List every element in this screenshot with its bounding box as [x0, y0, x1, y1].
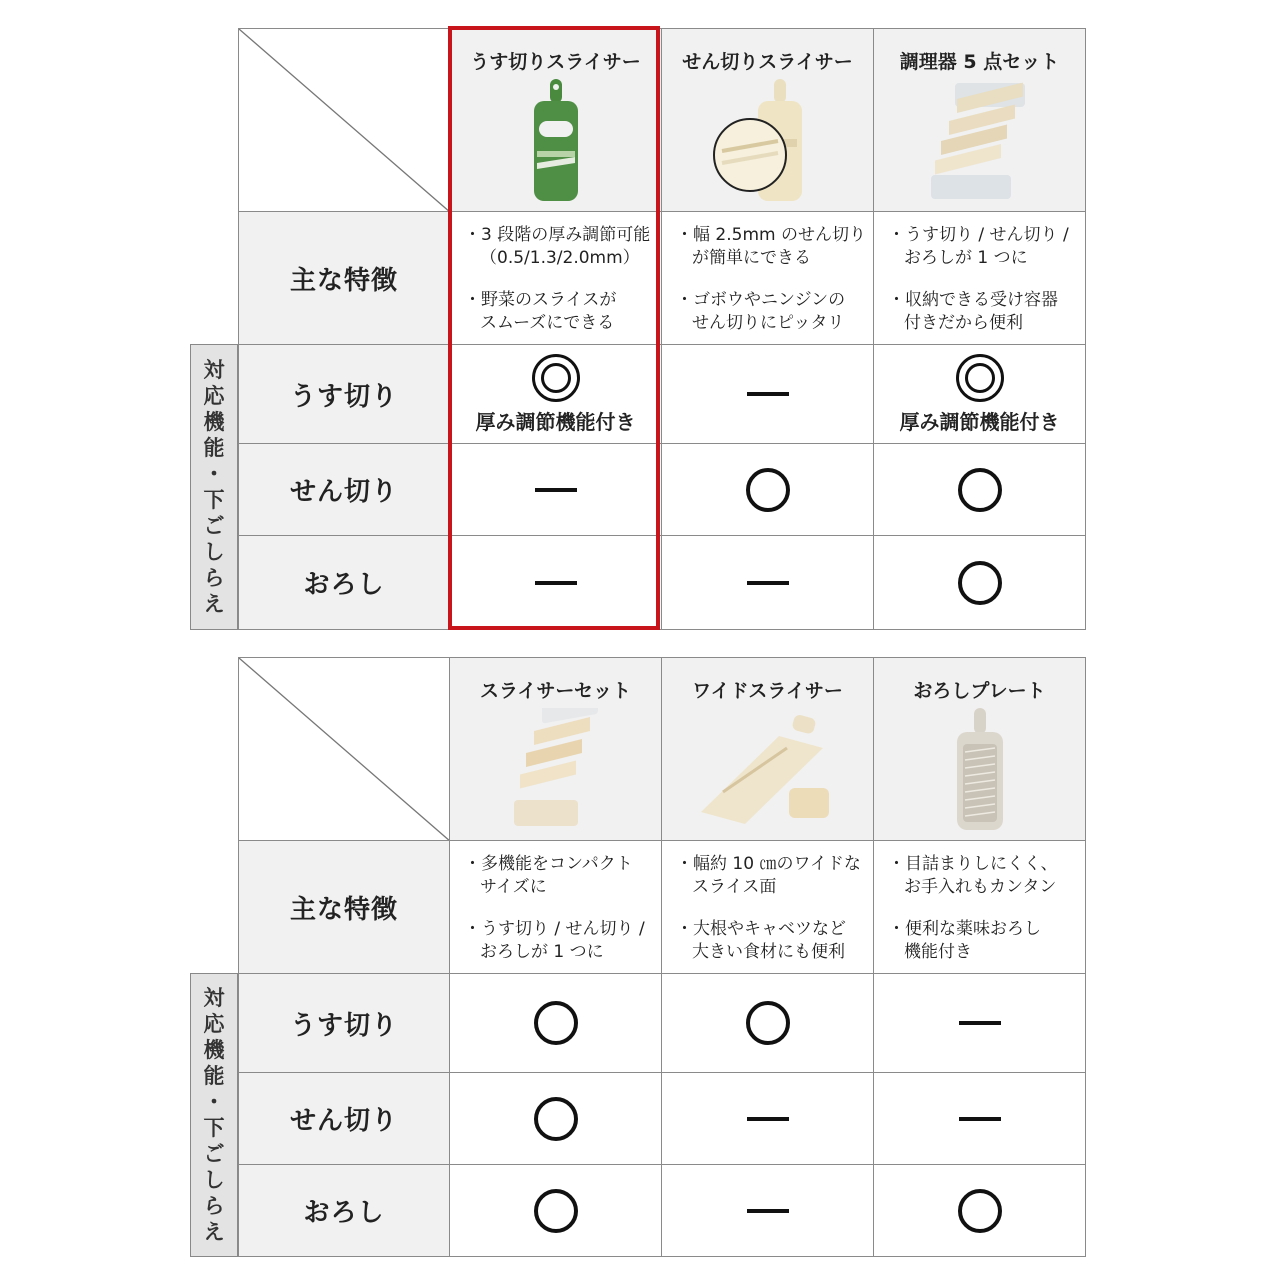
side-label — [190, 344, 238, 630]
side-char: ら — [203, 566, 225, 590]
mark-cell — [873, 535, 1086, 630]
circle-mark — [534, 1097, 578, 1141]
side-char: し — [203, 1168, 225, 1192]
mark-note: 厚み調節機能付き — [475, 409, 636, 434]
wide-slicer-image — [693, 708, 843, 832]
dash-mark — [535, 488, 577, 492]
side-char: ・ — [203, 462, 225, 486]
row-label-usugiri: うす切り — [238, 344, 450, 444]
double-circle-mark — [532, 354, 580, 402]
double-circle-mark — [956, 354, 1004, 402]
row-label-features: 主な特徴 — [238, 840, 450, 974]
row-label-oroshi: おろし — [238, 1164, 450, 1257]
grater-plate-image — [945, 708, 1015, 832]
julienne-slicer-image — [708, 79, 828, 203]
feature-item: ・うす切り / せん切り / おろしが 1 つに — [464, 919, 645, 962]
row-label-usugiri: うす切り — [238, 973, 450, 1073]
mark-cell — [449, 443, 662, 536]
features-cell — [661, 840, 874, 974]
mark-cell — [661, 344, 874, 444]
mark-note: 厚み調節機能付き — [899, 409, 1060, 434]
side-char: 能 — [203, 1064, 225, 1088]
side-char: 下 — [203, 488, 225, 512]
row-label-sengiri: せん切り — [238, 1072, 450, 1165]
circle-mark — [746, 468, 790, 512]
mark-cell — [661, 973, 874, 1073]
circle-mark — [534, 1001, 578, 1045]
feature-item: ・大根やキャベツなど 大きい食材にも便利 — [676, 919, 846, 962]
feature-item: ・収納できる受け容器 付きだから便利 — [888, 290, 1058, 333]
side-char: し — [203, 540, 225, 564]
mark-cell — [661, 443, 874, 536]
side-char: ご — [203, 514, 225, 538]
corner-cell — [238, 28, 450, 212]
slicer-set-image — [506, 708, 606, 832]
comparison-table-2 — [190, 657, 1086, 1257]
row-label-sengiri: せん切り — [238, 443, 450, 536]
features-cell — [873, 211, 1086, 345]
feature-item: ・幅 2.5mm のせん切り が簡単にできる — [676, 225, 866, 268]
mark-cell — [661, 1072, 874, 1165]
mark-cell — [449, 1072, 662, 1165]
feature-item: ・幅約 10 ㎝のワイドな スライス面 — [676, 854, 861, 897]
corner-cell — [238, 657, 450, 841]
dash-mark — [535, 581, 577, 585]
circle-mark — [958, 468, 1002, 512]
row-label-oroshi: おろし — [238, 535, 450, 630]
side-char: ・ — [203, 1090, 225, 1114]
dash-mark — [747, 392, 789, 396]
dash-mark — [747, 1117, 789, 1121]
product-header-sengiri-slicer — [661, 28, 874, 212]
mark-cell — [873, 973, 1086, 1073]
side-char: 対 — [203, 986, 225, 1010]
product-header-slicer-set — [449, 657, 662, 841]
circle-mark — [958, 1189, 1002, 1233]
circle-mark — [534, 1189, 578, 1233]
side-char: 応 — [203, 1012, 225, 1036]
dash-mark — [959, 1021, 1001, 1025]
features-cell — [661, 211, 874, 345]
product-name: おろしプレート — [913, 680, 1046, 702]
five-piece-set-image — [925, 79, 1035, 203]
mark-cell — [873, 1164, 1086, 1257]
mark-cell — [873, 344, 1086, 444]
circle-mark — [746, 1001, 790, 1045]
dash-mark — [747, 581, 789, 585]
mark-cell — [449, 1164, 662, 1257]
product-header-five-piece-set — [873, 28, 1086, 212]
mark-cell — [661, 1164, 874, 1257]
diagonal-line — [239, 658, 450, 841]
mark-cell — [449, 535, 662, 630]
product-name: 調理器 5 点セット — [899, 51, 1060, 73]
dash-mark — [959, 1117, 1001, 1121]
mark-cell — [449, 344, 662, 444]
features-cell — [449, 211, 662, 345]
feature-item: ・多機能をコンパクト サイズに — [464, 854, 633, 897]
side-char: 機 — [203, 410, 225, 434]
mark-cell — [661, 535, 874, 630]
diagonal-line — [239, 29, 450, 212]
product-header-grater-plate — [873, 657, 1086, 841]
side-char: 下 — [203, 1116, 225, 1140]
mark-cell — [873, 443, 1086, 536]
green-slicer-image — [516, 79, 596, 203]
feature-item: ・ゴボウやニンジンの せん切りにピッタリ — [676, 290, 846, 333]
side-char: ご — [203, 1142, 225, 1166]
feature-item: ・うす切り / せん切り / おろしが 1 つに — [888, 225, 1069, 268]
side-char: 対 — [203, 358, 225, 382]
feature-item: ・便利な薬味おろし 機能付き — [888, 919, 1041, 962]
product-name: スライサーセット — [479, 680, 632, 702]
row-label-features: 主な特徴 — [238, 211, 450, 345]
side-char: 能 — [203, 436, 225, 460]
side-label — [190, 973, 238, 1257]
mark-cell — [873, 1072, 1086, 1165]
side-char: え — [203, 592, 225, 616]
product-name: うす切りスライサー — [470, 51, 641, 73]
product-name: ワイドスライサー — [692, 680, 843, 702]
side-char: ら — [203, 1194, 225, 1218]
product-header-usugiri-slicer — [449, 28, 662, 212]
circle-mark — [958, 561, 1002, 605]
features-cell — [873, 840, 1086, 974]
feature-item: ・3 段階の厚み調節可能 （0.5/1.3/2.0mm） — [464, 225, 651, 268]
product-header-wide-slicer — [661, 657, 874, 841]
feature-item: ・目詰まりしにくく、 お手入れもカンタン — [888, 854, 1058, 897]
mark-cell — [449, 973, 662, 1073]
comparison-table-1 — [190, 28, 1086, 630]
dash-mark — [747, 1209, 789, 1213]
product-name: せん切りスライサー — [682, 51, 853, 73]
features-cell — [449, 840, 662, 974]
side-char: え — [203, 1220, 225, 1244]
side-char: 応 — [203, 384, 225, 408]
feature-item: ・野菜のスライスが スムーズにできる — [464, 290, 617, 333]
side-char: 機 — [203, 1038, 225, 1062]
